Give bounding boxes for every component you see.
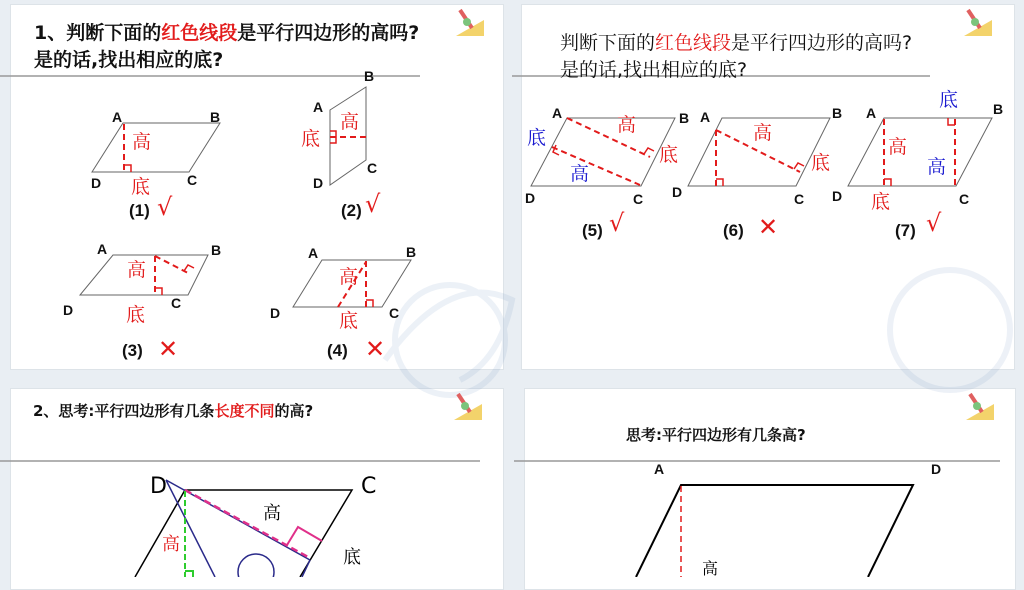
height-label: 高 — [617, 114, 637, 136]
right-angle-mark — [794, 163, 804, 169]
height-label: 高 — [570, 163, 590, 185]
figure-number: (2) — [341, 201, 362, 220]
vertex-label: C — [361, 474, 377, 499]
slide2-title: 判断下面的红色线段是平行四边形的高吗? — [560, 32, 913, 54]
figure-number: (5) — [582, 221, 603, 240]
vertex-label: D — [832, 188, 843, 204]
result-mark: √ — [926, 209, 942, 237]
vertex-label: A — [654, 461, 665, 477]
vertex-label: A — [313, 99, 324, 115]
result-mark: ✕ — [758, 213, 779, 241]
vertex-label: D — [313, 175, 324, 191]
pencil-ruler-icon — [450, 392, 484, 422]
right-angle-mark — [716, 179, 723, 186]
height-label: 高 — [340, 111, 360, 133]
base-label: 底 — [126, 304, 146, 326]
base-label: 底 — [939, 89, 959, 111]
vertex-label: D — [672, 184, 683, 200]
vertex-label: B — [679, 110, 690, 126]
vertex-label: A — [552, 105, 563, 121]
vertex-label: C — [187, 172, 198, 188]
result-mark: ✕ — [158, 335, 179, 363]
slide1-title-line2: 是的话,找出相应的底? — [34, 49, 224, 71]
vertex-label: C — [794, 191, 805, 207]
right-angle-mark — [553, 145, 559, 155]
right-angle-mark — [184, 265, 194, 271]
circle-shape — [238, 554, 274, 577]
base-label: 底 — [871, 191, 891, 213]
height-label: 高 — [888, 136, 908, 158]
vertex-label: B — [832, 105, 843, 121]
height-label: 高 — [339, 266, 359, 288]
pencil-ruler-icon — [960, 8, 994, 38]
height-label: 高 — [702, 559, 719, 578]
base-label: 底 — [339, 310, 359, 332]
right-angle-mark — [884, 179, 891, 186]
vertex-label: D — [63, 302, 74, 318]
slide2-title-line2: 是的话,找出相应的底? — [560, 59, 748, 81]
parallelogram-1 — [92, 123, 220, 172]
figure-number: (1) — [129, 201, 150, 220]
height-label: 高 — [753, 122, 773, 144]
height-label: 高 — [127, 259, 147, 281]
base-label: 底 — [659, 144, 679, 166]
right-angle-mark — [155, 288, 162, 295]
vertex-label: C — [959, 191, 970, 207]
vertex-label: A — [866, 105, 877, 121]
base-label: 底 — [301, 128, 321, 150]
figure-number: (4) — [327, 341, 348, 360]
base-label: 底 — [131, 176, 151, 198]
right-angle-mark — [948, 118, 955, 125]
base-label: 底 — [811, 152, 831, 174]
slide3-figure — [135, 480, 352, 577]
vertex-label: B — [993, 101, 1004, 117]
vertex-label: B — [211, 242, 222, 258]
parallelogram-7 — [848, 118, 992, 186]
height-label: 高 — [263, 503, 281, 524]
result-mark: √ — [365, 190, 381, 218]
figure-number: (6) — [723, 221, 744, 240]
vertex-label: D — [270, 305, 281, 321]
vertex-label: C — [389, 305, 400, 321]
height-label: 高 — [132, 131, 152, 153]
vertex-label: B — [210, 109, 221, 125]
vertex-label: B — [364, 68, 375, 84]
vertex-label: C — [171, 295, 182, 311]
right-angle-mark — [366, 300, 373, 307]
vertex-label: C — [367, 160, 378, 176]
figure-number: (3) — [122, 341, 143, 360]
right-angle-mark — [124, 165, 131, 172]
slide1-title: 1、判断下面的红色线段是平行四边形的高吗? — [34, 22, 420, 44]
height-segment — [552, 147, 640, 185]
vertex-label: C — [633, 191, 644, 207]
slide4-figure — [636, 485, 913, 577]
vertex-label: D — [931, 461, 942, 477]
vertex-label: A — [112, 109, 123, 125]
result-mark: √ — [609, 209, 625, 237]
vertex-label: B — [406, 244, 417, 260]
vertex-label: D — [91, 175, 102, 191]
base-label: 底 — [527, 127, 547, 149]
height-label: 高 — [162, 534, 180, 555]
base-label: 底 — [343, 547, 361, 568]
height-label: 高 — [927, 156, 947, 178]
vertex-label: A — [700, 109, 711, 125]
pencil-ruler-icon — [962, 392, 996, 422]
height-segment — [567, 114, 650, 157]
watermark-logo — [385, 270, 1010, 395]
slide4-title: 思考:平行四边形有几条高? — [626, 426, 806, 444]
pencil-ruler-icon — [452, 8, 486, 38]
vertex-label: A — [97, 241, 108, 257]
vertex-label: D — [150, 474, 167, 499]
figure-number: (7) — [895, 221, 916, 240]
height-segment — [155, 256, 190, 274]
right-angle-mark — [644, 148, 654, 154]
slide3-title: 2、思考:平行四边形有几条长度不同的高? — [33, 402, 314, 420]
result-mark: √ — [157, 193, 173, 221]
result-mark: ✕ — [365, 335, 386, 363]
vertex-label: A — [308, 245, 319, 261]
vertex-label: D — [525, 190, 536, 206]
